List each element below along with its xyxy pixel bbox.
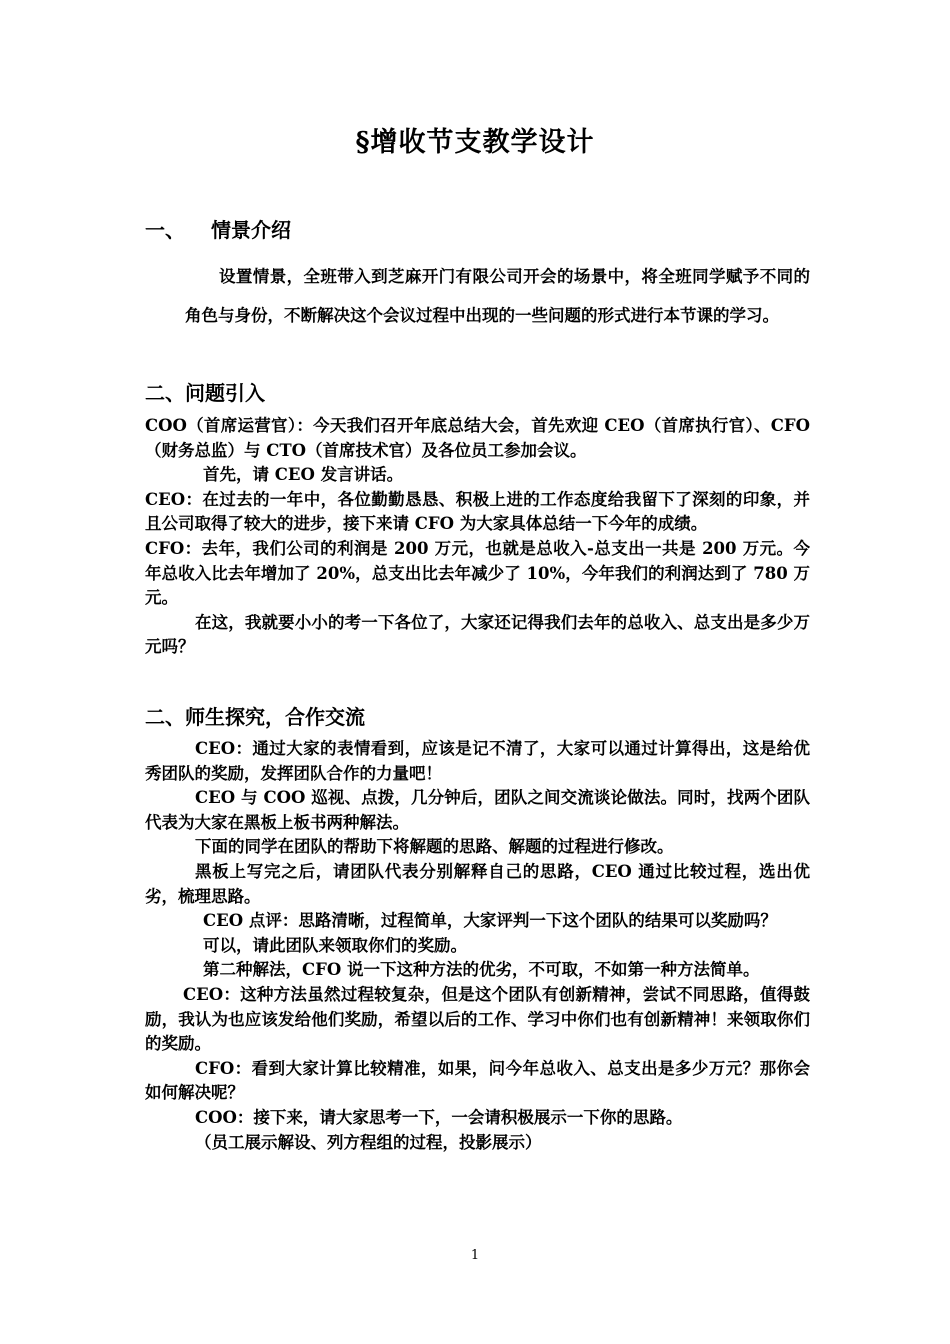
section-number: 一、 <box>145 218 185 242</box>
paragraph: CEO：这种方法虽然过程较复杂，但是这个团队有创新精神，尝试不同思路，值得鼓励，我认为也应该发给他们奖励，希望以后的工作、学习中你们也有创新精神！来领取你们的奖励。 <box>145 984 810 1054</box>
section-heading-problem: 二、问题引入 <box>145 381 265 405</box>
paragraph: CEO 与 COO 巡视、点拨，几分钟后，团队之间交流谈论做法。同时，找两个团队代表为大家在黑板上板书两种解法。 <box>145 788 810 832</box>
paragraph: CEO：在过去的一年中，各位勤勤恳恳、积极上进的工作态度给我留下了深刻的印象，并且公司取得了较大的进步，接下来请 CFO 为大家具体总结一下今年的成绩。 <box>145 489 810 534</box>
section-heading-explore: 二、师生探究，合作交流 <box>145 705 365 729</box>
section-body-problem <box>145 414 810 660</box>
page-number: 1 <box>470 1248 480 1263</box>
section-heading-intro <box>145 214 291 243</box>
paragraph: 黑板上写完之后，请团队代表分别解释自己的思路，CEO 通过比较过程，选出优劣，梳理思路。 <box>145 861 810 906</box>
paragraph: 第二种解法，CFO 说一下这种方法的优劣，不可取，不如第一种方法简单。 <box>203 960 760 980</box>
paragraph: CFO：去年，我们公司的利润是 200 万元，也就是总收入-总支出一共是 200 万元。今年总收入比去年增加了 20%，总支出比去年减少了 10%，今年我们的利润达到了 780 万元。 <box>145 538 810 608</box>
paragraph: 在这，我就要小小的考一下各位了，大家还记得我们去年的总收入、总支出是多少万元吗？ <box>145 612 810 657</box>
paragraph: 可以，请此团队来领取你们的奖励。 <box>203 935 467 955</box>
paragraph: CEO：通过大家的表情看到，应该是记不清了，大家可以通过计算得出，这是给优秀团队的奖励，发挥团队合作的力量吧！ <box>145 739 810 783</box>
paragraph: 下面的同学在团队的帮助下将解题的思路、解题的过程进行修改。 <box>195 837 674 857</box>
section-body-explore <box>145 737 810 1155</box>
paragraph: COO：接下来，请大家思考一下，一会请积极展示一下你的思路。 <box>195 1107 683 1127</box>
paragraph: （员工展示解设、列方程组的过程，投影展示） <box>195 1132 542 1152</box>
paragraph: COO（首席运营官）：今天我们召开年底总结大会，首先欢迎 CEO（首席执行官）、CFO（财务总监）与 CTO（首席技术官）及各位员工参加会议。 <box>145 416 810 460</box>
intro-paragraph: 设置情景，全班带入到芝麻开门有限公司开会的场景中，将全班同学赋予不同的角色与身份，不断解决这个会议过程中出现的一些问题的形式进行本节课的学习。 <box>185 267 810 325</box>
document-title: §增收节支教学设计 <box>355 127 595 158</box>
paragraph: CEO 点评：思路清晰，过程简单，大家评判一下这个团队的结果可以奖励吗？ <box>203 911 777 931</box>
paragraph: 首先，请 CEO 发言讲话。 <box>203 465 404 485</box>
paragraph: CFO：看到大家计算比较精准，如果，问今年总收入、总支出是多少万元？那你会如何解决呢？ <box>145 1058 810 1103</box>
section-title: 情景介绍 <box>211 218 291 242</box>
